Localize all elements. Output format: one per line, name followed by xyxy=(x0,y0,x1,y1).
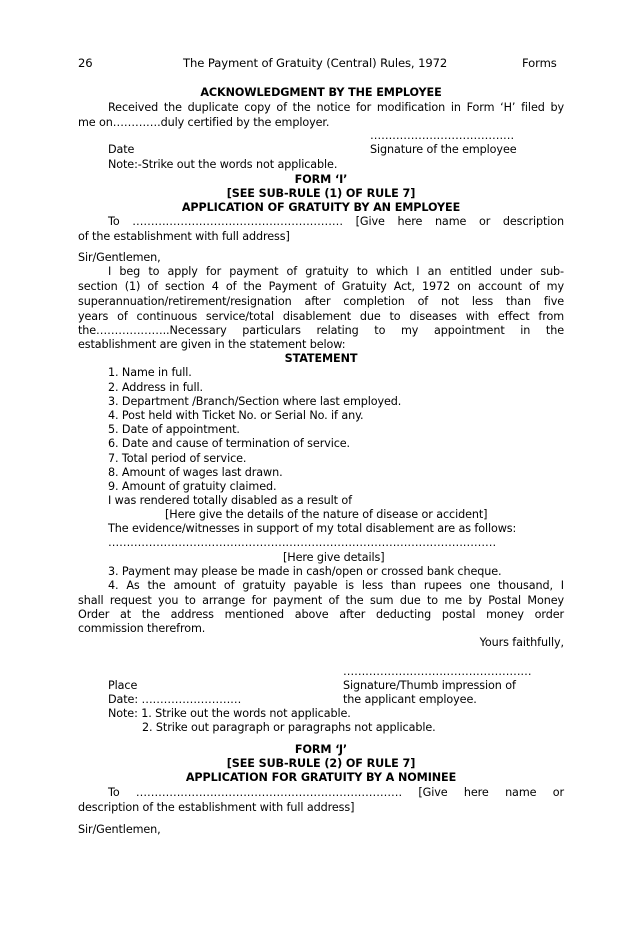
acknowledgment-line-1: Received the duplicate copy of the notice for modification in Form ‘H’ filed by xyxy=(108,101,564,114)
evidence-dots: …………………………………………………………………………………………… xyxy=(108,536,497,549)
employee-signature-dots: ………………………………… xyxy=(370,129,515,142)
applicant-signature-label-2: the applicant employee. xyxy=(343,693,477,706)
form-j-subtitle: APPLICATION FOR GRATUITY BY A NOMINEE xyxy=(185,771,457,784)
acknowledgment-line-2: me on………….duly certified by the employer. xyxy=(78,116,330,129)
statement-item: 6. Date and cause of termination of service. xyxy=(108,437,351,450)
page-number: 26 xyxy=(78,56,93,70)
date-line: Date: ……………………… xyxy=(108,693,242,706)
form-i-note-2: 2. Strike out paragraph or paragraphs not applicable. xyxy=(142,721,436,734)
employee-signature-label: Signature of the employee xyxy=(370,143,517,156)
para4-line: commission therefrom. xyxy=(78,622,206,635)
closing: Yours faithfully, xyxy=(479,636,564,649)
acknowledgment-note: Note:-Strike out the words not applicable. xyxy=(108,158,338,171)
form-i-note-1: Note: 1. Strike out the words not applicable. xyxy=(108,707,351,720)
section-label: Forms xyxy=(522,56,557,70)
form-i-para-line: superannuation/retirement/resignation after completion of not less than five xyxy=(78,295,564,308)
form-i-para-line: section (1) of section 4 of the Payment of Gratuity Act, 1972 on account of my xyxy=(78,280,564,293)
statement-item: 3. Department /Branch/Section where last employed. xyxy=(108,395,402,408)
form-i-rule-ref: [SEE SUB-RULE (1) OF RULE 7] xyxy=(226,187,416,200)
details-hint: [Here give details] xyxy=(283,551,385,564)
statement-item: 2. Address in full. xyxy=(108,381,203,394)
place-label: Place xyxy=(108,679,138,692)
statement-item: 5. Date of appointment. xyxy=(108,423,240,436)
form-i-to-line-1: To ………………………………………………… [Give here name or description xyxy=(108,215,564,228)
form-i-salutation: Sir/Gentlemen, xyxy=(78,251,161,264)
statement-item: 4. Post held with Ticket No. or Serial No. if any. xyxy=(108,409,364,422)
payment-line: 3. Payment may please be made in cash/open or crossed bank cheque. xyxy=(108,565,502,578)
form-i-para-line: years of continuous service/total disablement due to diseases with effect from xyxy=(78,310,564,323)
para4-line: Order at the address mentioned above after deducting postal money order xyxy=(78,608,564,621)
statement-item: 9. Amount of gratuity claimed. xyxy=(108,480,277,493)
para4-line: shall request you to arrange for payment of the sum due to me by Postal Money xyxy=(78,594,564,607)
form-i-to-line-2: of the establishment with full address] xyxy=(78,230,290,243)
form-i-subtitle: APPLICATION OF GRATUITY BY AN EMPLOYEE xyxy=(181,201,461,214)
form-i-title: FORM ‘I’ xyxy=(294,173,348,186)
acknowledgment-heading: ACKNOWLEDGMENT BY THE EMPLOYEE xyxy=(200,86,442,99)
applicant-signature-label-1: Signature/Thumb impression of xyxy=(343,679,516,692)
evidence-line: The evidence/witnesses in support of my total disablement are as follows: xyxy=(108,522,517,535)
form-j-to-line-2: description of the establishment with full address] xyxy=(78,801,355,814)
running-title: The Payment of Gratuity (Central) Rules, 1972 xyxy=(183,56,448,70)
form-i-para-line: I beg to apply for payment of gratuity to which I an entitled under sub- xyxy=(108,265,564,278)
form-i-para-line: establishment are given in the statement below: xyxy=(78,338,346,351)
statement-item: 8. Amount of wages last drawn. xyxy=(108,466,283,479)
form-j-to-line-1: To ……………………………………………………………… [Give here name or xyxy=(108,786,564,799)
form-j-title: FORM ‘J’ xyxy=(294,743,348,756)
date-label: Date xyxy=(108,143,135,156)
disease-hint: [Here give the details of the nature of disease or accident] xyxy=(165,508,488,521)
form-j-salutation: Sir/Gentlemen, xyxy=(78,823,161,836)
form-j-rule-ref: [SEE SUB-RULE (2) OF RULE 7] xyxy=(226,757,416,770)
disabled-line: I was rendered totally disabled as a result of xyxy=(108,494,353,507)
form-i-para-line: the………………..Necessary particulars relating to my appointment in the xyxy=(78,324,564,337)
applicant-signature-dots: …………………………………………… xyxy=(343,665,532,678)
para4-line: 4. As the amount of gratuity payable is less than rupees one thousand, I xyxy=(108,579,564,592)
statement-item: 1. Name in full. xyxy=(108,366,192,379)
statement-item: 7. Total period of service. xyxy=(108,452,247,465)
statement-heading: STATEMENT xyxy=(284,352,358,365)
